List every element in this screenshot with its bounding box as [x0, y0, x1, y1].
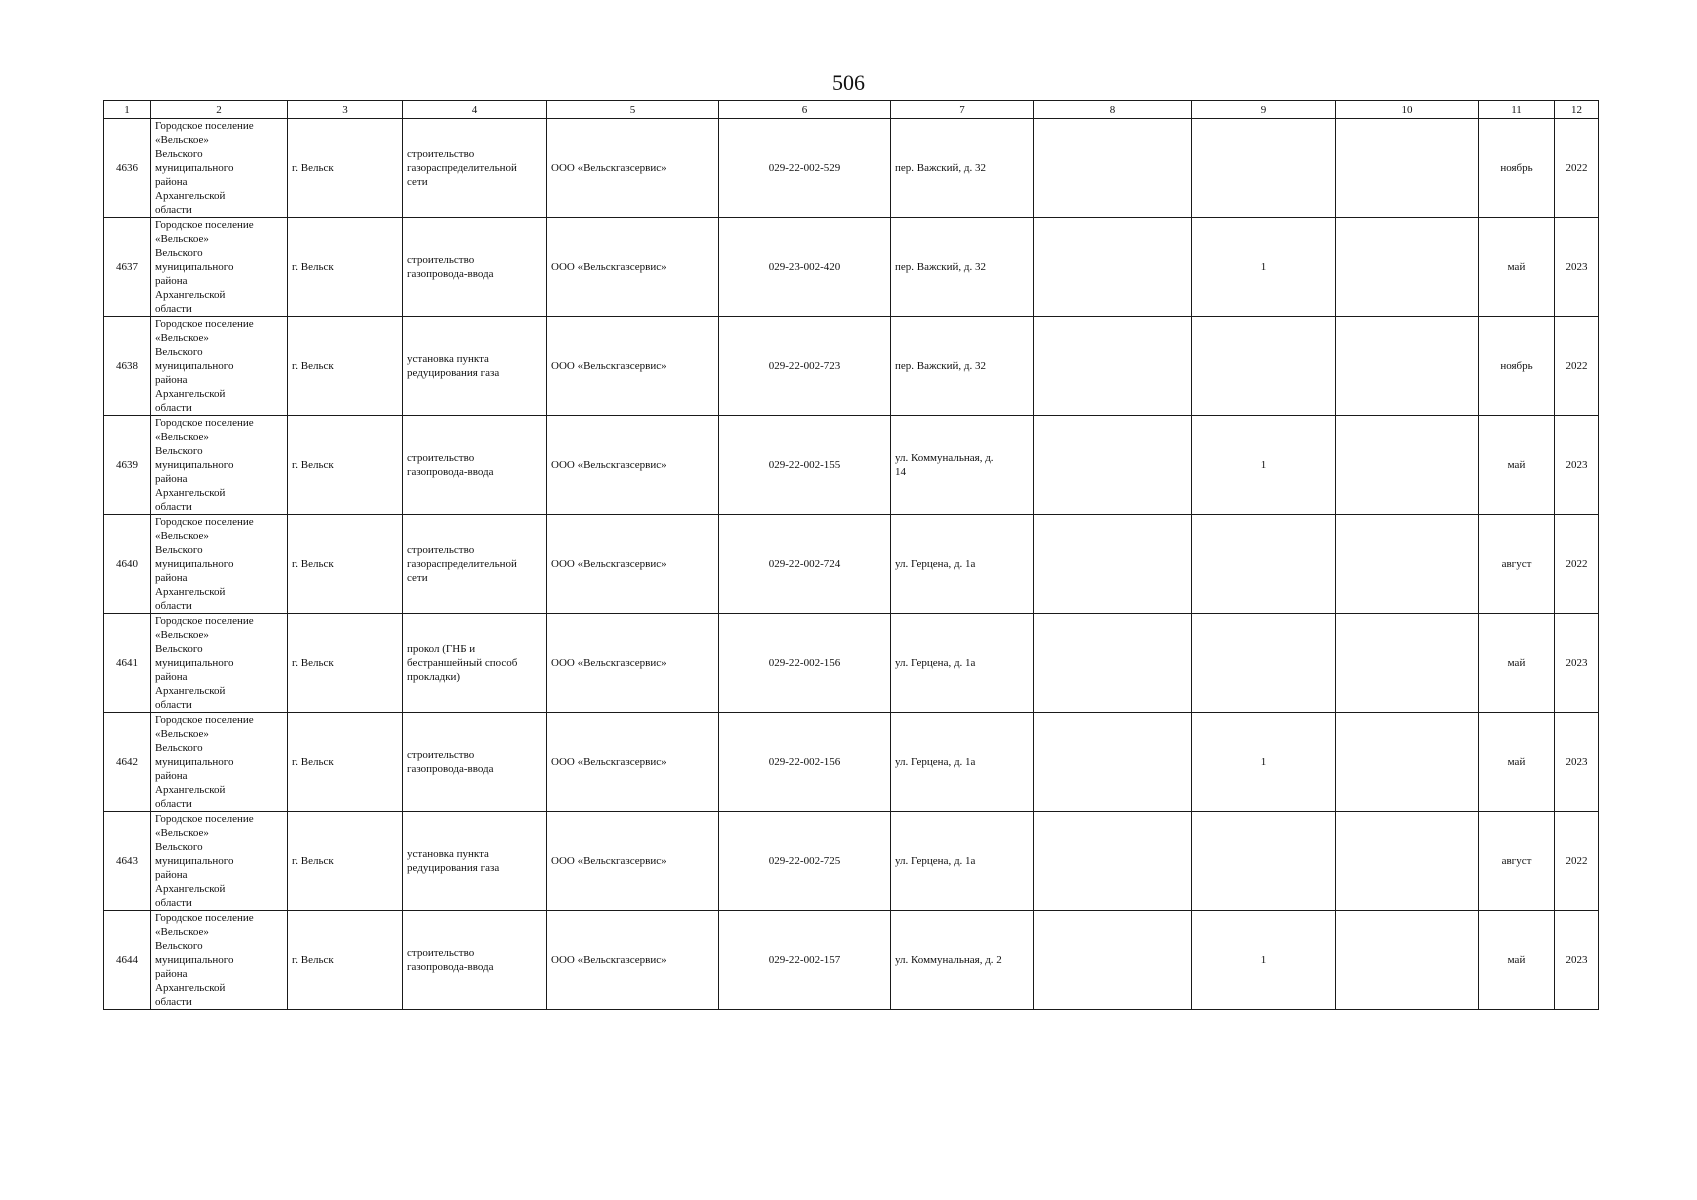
- row-number: 4639: [104, 416, 151, 515]
- column-9-cell: [1192, 614, 1336, 713]
- column-10-cell: [1336, 515, 1479, 614]
- settlement-cell: Городское поселение «Вельское» Вельского муниципального района Архангельской области: [151, 119, 288, 218]
- column-9-cell: [1192, 812, 1336, 911]
- locality-cell: г. Вельск: [288, 911, 403, 1010]
- row-number: 4642: [104, 713, 151, 812]
- year-cell: 2023: [1555, 614, 1599, 713]
- year-cell: 2023: [1555, 218, 1599, 317]
- address-cell: ул. Герцена, д. 1а: [891, 713, 1034, 812]
- column-header: 2: [151, 101, 288, 119]
- column-9-cell: 1: [1192, 416, 1336, 515]
- locality-cell: г. Вельск: [288, 119, 403, 218]
- settlement-cell: Городское поселение «Вельское» Вельского муниципального района Архангельской области: [151, 713, 288, 812]
- organization-cell: ООО «Вельскгазсервис»: [547, 317, 719, 416]
- table-body: [104, 101, 1599, 1010]
- column-8-cell: [1034, 317, 1192, 416]
- column-8-cell: [1034, 614, 1192, 713]
- column-8-cell: [1034, 812, 1192, 911]
- work-type-cell: строительство газопровода-ввода: [403, 416, 547, 515]
- code-cell: 029-22-002-725: [719, 812, 891, 911]
- column-header: 11: [1479, 101, 1555, 119]
- organization-cell: ООО «Вельскгазсервис»: [547, 614, 719, 713]
- column-8-cell: [1034, 218, 1192, 317]
- column-10-cell: [1336, 614, 1479, 713]
- year-cell: 2022: [1555, 515, 1599, 614]
- month-cell: ноябрь: [1479, 317, 1555, 416]
- data-table: [103, 100, 1599, 1010]
- organization-cell: ООО «Вельскгазсервис»: [547, 119, 719, 218]
- code-cell: 029-23-002-420: [719, 218, 891, 317]
- code-cell: 029-22-002-723: [719, 317, 891, 416]
- address-cell: пер. Важский, д. 32: [891, 218, 1034, 317]
- code-cell: 029-22-002-529: [719, 119, 891, 218]
- column-header: 4: [403, 101, 547, 119]
- settlement-cell: Городское поселение «Вельское» Вельского муниципального района Архангельской области: [151, 317, 288, 416]
- column-9-cell: 1: [1192, 218, 1336, 317]
- month-cell: май: [1479, 614, 1555, 713]
- table-row: [104, 515, 1599, 614]
- settlement-cell: Городское поселение «Вельское» Вельского муниципального района Архангельской области: [151, 218, 288, 317]
- column-9-cell: [1192, 317, 1336, 416]
- column-8-cell: [1034, 416, 1192, 515]
- table-row: [104, 614, 1599, 713]
- settlement-cell: Городское поселение «Вельское» Вельского муниципального района Архангельской области: [151, 515, 288, 614]
- column-header: 5: [547, 101, 719, 119]
- month-cell: август: [1479, 812, 1555, 911]
- settlement-cell: Городское поселение «Вельское» Вельского муниципального района Архангельской области: [151, 614, 288, 713]
- work-type-cell: строительство газопровода-ввода: [403, 218, 547, 317]
- column-header: 12: [1555, 101, 1599, 119]
- column-9-cell: [1192, 119, 1336, 218]
- column-8-cell: [1034, 119, 1192, 218]
- address-cell: ул. Герцена, д. 1а: [891, 515, 1034, 614]
- work-type-cell: установка пункта редуцирования газа: [403, 812, 547, 911]
- column-10-cell: [1336, 317, 1479, 416]
- row-number: 4644: [104, 911, 151, 1010]
- settlement-cell: Городское поселение «Вельское» Вельского муниципального района Архангельской области: [151, 812, 288, 911]
- column-10-cell: [1336, 416, 1479, 515]
- code-cell: 029-22-002-156: [719, 713, 891, 812]
- column-8-cell: [1034, 911, 1192, 1010]
- locality-cell: г. Вельск: [288, 515, 403, 614]
- address-cell: ул. Коммунальная, д. 14: [891, 416, 1034, 515]
- table-row: [104, 713, 1599, 812]
- column-10-cell: [1336, 713, 1479, 812]
- locality-cell: г. Вельск: [288, 218, 403, 317]
- column-header: 1: [104, 101, 151, 119]
- work-type-cell: строительство газораспределительной сети: [403, 119, 547, 218]
- address-cell: ул. Герцена, д. 1а: [891, 614, 1034, 713]
- year-cell: 2023: [1555, 911, 1599, 1010]
- month-cell: ноябрь: [1479, 119, 1555, 218]
- month-cell: август: [1479, 515, 1555, 614]
- settlement-cell: Городское поселение «Вельское» Вельского муниципального района Архангельской области: [151, 416, 288, 515]
- address-cell: пер. Важский, д. 32: [891, 119, 1034, 218]
- table-row: [104, 218, 1599, 317]
- locality-cell: г. Вельск: [288, 713, 403, 812]
- year-cell: 2023: [1555, 713, 1599, 812]
- address-cell: пер. Важский, д. 32: [891, 317, 1034, 416]
- locality-cell: г. Вельск: [288, 614, 403, 713]
- column-header: 7: [891, 101, 1034, 119]
- month-cell: май: [1479, 911, 1555, 1010]
- code-cell: 029-22-002-156: [719, 614, 891, 713]
- column-10-cell: [1336, 911, 1479, 1010]
- month-cell: май: [1479, 713, 1555, 812]
- organization-cell: ООО «Вельскгазсервис»: [547, 218, 719, 317]
- year-cell: 2023: [1555, 416, 1599, 515]
- page-number: 506: [832, 70, 865, 95]
- locality-cell: г. Вельск: [288, 812, 403, 911]
- year-cell: 2022: [1555, 119, 1599, 218]
- code-cell: 029-22-002-724: [719, 515, 891, 614]
- row-number: 4641: [104, 614, 151, 713]
- column-10-cell: [1336, 218, 1479, 317]
- row-number: 4643: [104, 812, 151, 911]
- column-header: 3: [288, 101, 403, 119]
- row-number: 4637: [104, 218, 151, 317]
- column-10-cell: [1336, 119, 1479, 218]
- table-row: [104, 416, 1599, 515]
- column-9-cell: 1: [1192, 911, 1336, 1010]
- organization-cell: ООО «Вельскгазсервис»: [547, 911, 719, 1010]
- code-cell: 029-22-002-155: [719, 416, 891, 515]
- column-header: 9: [1192, 101, 1336, 119]
- work-type-cell: строительство газораспределительной сети: [403, 515, 547, 614]
- settlement-cell: Городское поселение «Вельское» Вельского муниципального района Архангельской области: [151, 911, 288, 1010]
- column-header: 10: [1336, 101, 1479, 119]
- column-header-row: [104, 101, 1599, 119]
- work-type-cell: прокол (ГНБ и бестраншейный способ прокладки): [403, 614, 547, 713]
- code-cell: 029-22-002-157: [719, 911, 891, 1010]
- address-cell: ул. Коммунальная, д. 2: [891, 911, 1034, 1010]
- address-cell: ул. Герцена, д. 1а: [891, 812, 1034, 911]
- column-8-cell: [1034, 713, 1192, 812]
- column-10-cell: [1336, 812, 1479, 911]
- column-header: 6: [719, 101, 891, 119]
- month-cell: май: [1479, 218, 1555, 317]
- organization-cell: ООО «Вельскгазсервис»: [547, 713, 719, 812]
- table-row: [104, 911, 1599, 1010]
- year-cell: 2022: [1555, 317, 1599, 416]
- locality-cell: г. Вельск: [288, 317, 403, 416]
- organization-cell: ООО «Вельскгазсервис»: [547, 416, 719, 515]
- table-row: [104, 812, 1599, 911]
- year-cell: 2022: [1555, 812, 1599, 911]
- column-9-cell: [1192, 515, 1336, 614]
- column-header: 8: [1034, 101, 1192, 119]
- row-number: 4640: [104, 515, 151, 614]
- work-type-cell: строительство газопровода-ввода: [403, 911, 547, 1010]
- locality-cell: г. Вельск: [288, 416, 403, 515]
- column-8-cell: [1034, 515, 1192, 614]
- row-number: 4636: [104, 119, 151, 218]
- organization-cell: ООО «Вельскгазсервис»: [547, 812, 719, 911]
- month-cell: май: [1479, 416, 1555, 515]
- column-9-cell: 1: [1192, 713, 1336, 812]
- row-number: 4638: [104, 317, 151, 416]
- table-row: [104, 317, 1599, 416]
- table-row: [104, 119, 1599, 218]
- work-type-cell: установка пункта редуцирования газа: [403, 317, 547, 416]
- work-type-cell: строительство газопровода-ввода: [403, 713, 547, 812]
- organization-cell: ООО «Вельскгазсервис»: [547, 515, 719, 614]
